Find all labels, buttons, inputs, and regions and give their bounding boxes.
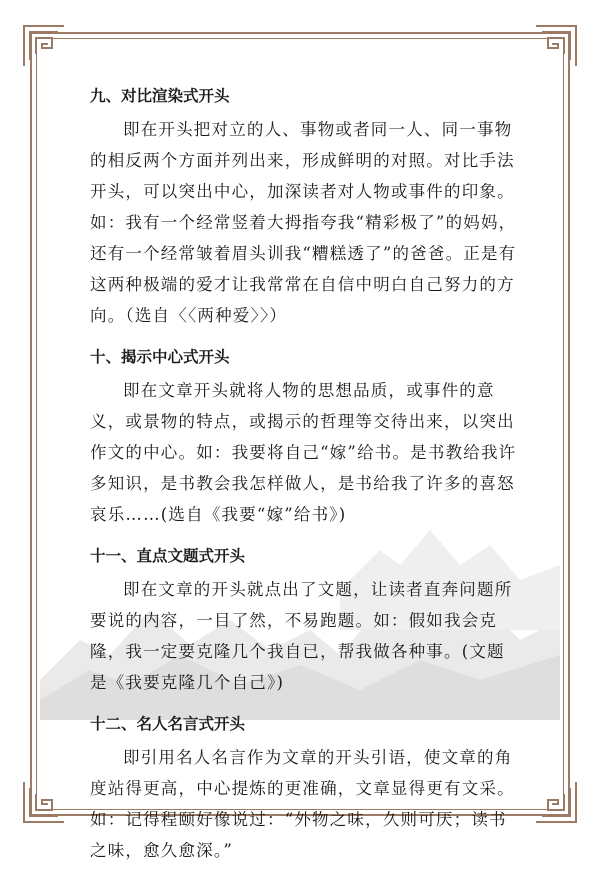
section-contrast-opening: [90, 78, 520, 331]
section-heading: 十、揭示中心式开头: [90, 347, 230, 366]
section-heading: 九、对比渲染式开头: [90, 86, 230, 105]
document-body: [90, 78, 520, 874]
corner-ornament-icon: [534, 24, 578, 68]
section-paragraph: 即引用名人名言作为文章的开头引语，使文章的角度站得更高，中心提炼的更准确，文章显得更有文采。如：记得程颐好像说过：“外物之味，久则可厌；读书之味，愈久愈深。”: [90, 748, 515, 860]
section-paragraph: 即在文章开头就将人物的思想品质，或事件的意义，或景物的特点，或揭示的哲理等交待出来，以突出作文的中心。如：我要将自己“嫁”给书。是书教给我许多知识，是书教会我怎样做人，是书给我了许多的喜怒哀乐……(选自《我要“嫁”给书》): [90, 381, 517, 524]
corner-ornament-icon: [22, 780, 66, 824]
section-heading: 十二、名人名言式开头: [90, 714, 246, 733]
section-paragraph: 即在文章的开头就点出了文题，让读者直奔问题所要说的内容，一目了然，不易跑题。如：假如我会克隆，我一定要克隆几个我自已，帮我做各种事。(文题是《我要克隆几个自己》): [90, 580, 513, 692]
corner-ornament-icon: [22, 24, 66, 68]
corner-ornament-icon: [534, 780, 578, 824]
section-reveal-center-opening: [90, 339, 520, 530]
section-famous-quote-opening: [90, 706, 520, 866]
section-direct-title-opening: [90, 538, 520, 698]
section-heading: 十一、直点文题式开头: [90, 546, 246, 565]
section-paragraph: 即在开头把对立的人、事物或者同一人、同一事物的相反两个方面并列出来，形成鲜明的对照。对比手法开头，可以突出中心，加深读者对人物或事件的印象。如：我有一个经常竖着大拇指夸我“精彩极了”的妈妈，还有一个经常皱着眉头训我“糟糕透了”的爸爸。正是有这两种极端的爱才让我常常在自信中明白自己努力的方向。（选自〈〈两种爱〉〉）: [90, 120, 517, 325]
